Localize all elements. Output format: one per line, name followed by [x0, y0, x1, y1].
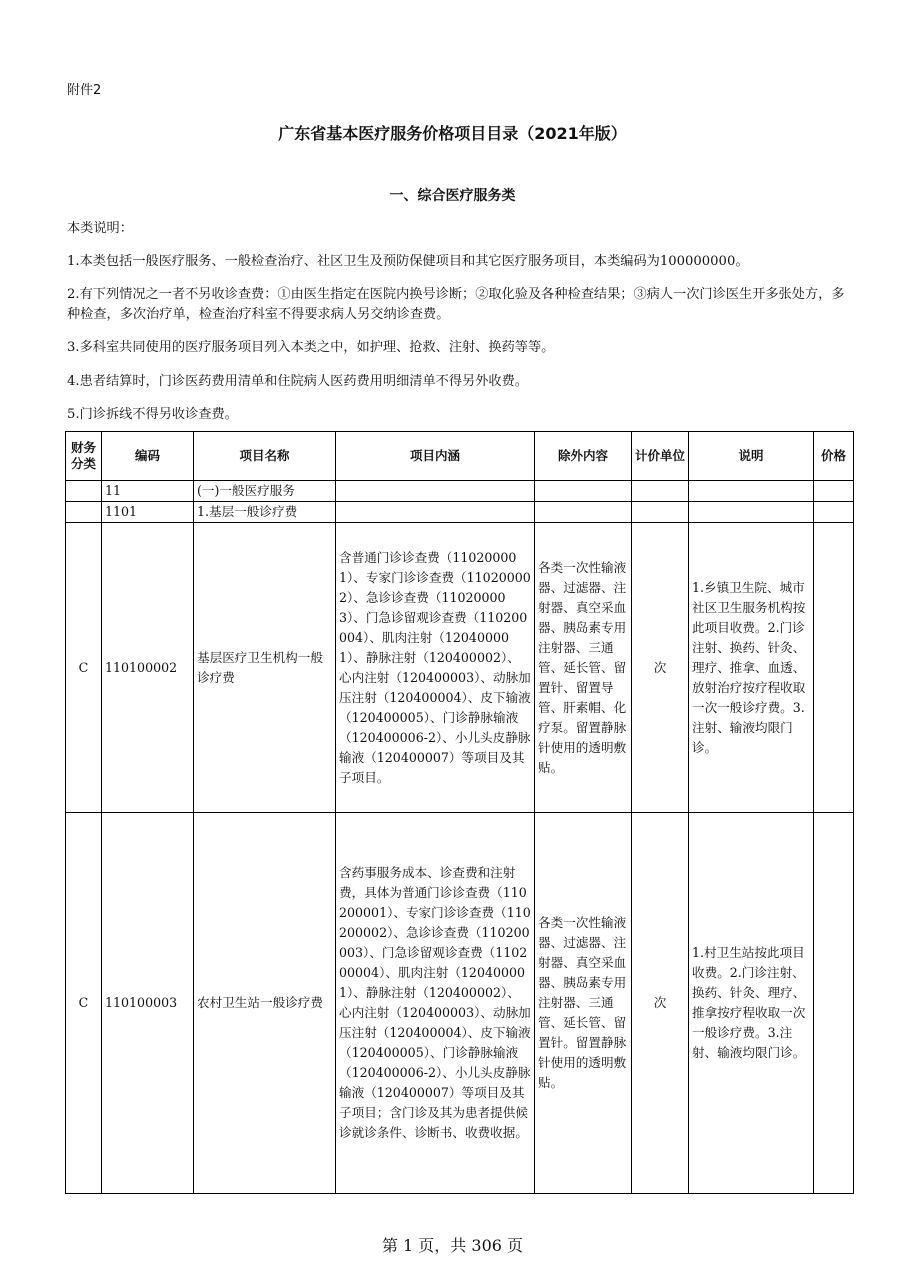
cell-contents: 含药事服务成本、诊查费和注射费，具体为普通门诊诊查费（110200001）、专家门诊诊查费（110200002）、急诊诊查费（110200003）、门急诊留观诊查费（110200004）、肌肉注射（120400001）、静脉注射（120400002）、心内注射（120400003）、动脉加压注射（120400004）、皮下输液（120400005）、门诊静脉输液（120400006-2）、小儿头皮静脉输液（120400007）等项目及其子项目；含门诊及其为患者提供候诊就诊条件、诊断书、收费收据。	[336, 813, 535, 1194]
cell-category: C	[66, 813, 102, 1194]
document-title: 广东省基本医疗服务价格项目目录（2021年版）	[278, 124, 627, 143]
price-catalog-table	[65, 431, 854, 1194]
header-exclusions: 除外内容	[535, 432, 632, 481]
attachment-label: 附件2	[67, 83, 102, 98]
cell-unit: 次	[632, 523, 689, 813]
cell-unit	[632, 502, 689, 523]
category-note-1: 1.本类包括一般医疗服务、一般检查治疗、社区卫生及预防保健项目和其它医疗服务项目，本类编码为100000000。	[67, 254, 749, 269]
page-footer: 第 1 页，共 306 页	[381, 1236, 524, 1255]
header-category: 财务分类	[66, 432, 102, 481]
header-unit: 计价单位	[632, 432, 689, 481]
cell-name: 基层医疗卫生机构一般诊疗费	[194, 523, 336, 813]
cell-price	[814, 481, 854, 502]
table-row	[66, 502, 854, 523]
category-notes-heading: 本类说明：	[67, 221, 133, 236]
header-contents: 项目内涵	[336, 432, 535, 481]
category-note-4: 4.患者结算时，门诊医药费用清单和住院病人医药费用明细清单不得另外收费。	[67, 374, 528, 389]
cell-exclusions	[535, 481, 632, 502]
table-header-row	[66, 432, 854, 481]
cell-code: 110100003	[102, 813, 194, 1194]
cell-name: (一)一般医疗服务	[194, 481, 336, 502]
category-note-5: 5.门诊拆线不得另收诊查费。	[67, 407, 238, 422]
cell-category: C	[66, 523, 102, 813]
section-heading: 一、综合医疗服务类	[389, 188, 516, 204]
cell-price	[814, 502, 854, 523]
cell-code: 1101	[102, 502, 194, 523]
header-price: 价格	[814, 432, 854, 481]
table-row	[66, 523, 854, 813]
cell-code: 110100002	[102, 523, 194, 813]
cell-notes	[689, 481, 814, 502]
cell-contents: 含普通门诊诊查费（110200001）、专家门诊诊查费（110200002）、急诊诊查费（110200003）、门急诊留观诊查费（110200004）、肌肉注射（120400001）、静脉注射（120400002）、心内注射（120400003）、动脉加压注射（120400004）、皮下输液（120400005）、门诊静脉输液（120400006-2）、小儿头皮静脉输液（120400007）等项目及其子项目。	[336, 523, 535, 813]
cell-code: 11	[102, 481, 194, 502]
cell-price	[814, 813, 854, 1194]
cell-unit: 次	[632, 813, 689, 1194]
cell-contents	[336, 481, 535, 502]
cell-exclusions	[535, 502, 632, 523]
header-notes: 说明	[689, 432, 814, 481]
cell-exclusions: 各类一次性输液器、过滤器、注射器、真空采血器、胰岛素专用注射器、三通管、延长管、留置针、留置导管、肝素帽、化疗泵。留置静脉针使用的透明敷贴。	[535, 523, 632, 813]
header-code: 编码	[102, 432, 194, 481]
category-note-3: 3.多科室共同使用的医疗服务项目列入本类之中，如护理、抢救、注射、换药等等。	[67, 340, 555, 355]
cell-name: 农村卫生站一般诊疗费	[194, 813, 336, 1194]
cell-notes: 1.村卫生站按此项目收费。2.门诊注射、换药、针灸、理疗、推拿按疗程收取一次一般诊疗费。3.注射、输液均限门诊。	[689, 813, 814, 1194]
cell-category	[66, 502, 102, 523]
cell-notes: 1.乡镇卫生院、城市社区卫生服务机构按此项目收费。2.门诊注射、换药、针灸、理疗、推拿、血透、放射治疗按疗程收取一次一般诊疗费。3.注射、输液均限门诊。	[689, 523, 814, 813]
category-note-2: 2.有下列情况之一者不另收诊查费：①由医生指定在医院内换号诊断；②取化验及各种检查结果；③病人一次门诊医生开多张处方，多种检查，多次治疗单，检查治疗科室不得要求病人另交纳诊查费。	[67, 287, 845, 322]
cell-notes	[689, 502, 814, 523]
cell-exclusions: 各类一次性输液器、过滤器、注射器、真空采血器、胰岛素专用注射器、三通管、延长管、留置针。留置静脉针使用的透明敷贴。	[535, 813, 632, 1194]
table-row	[66, 481, 854, 502]
cell-unit	[632, 481, 689, 502]
table-row	[66, 813, 854, 1194]
header-name: 项目名称	[194, 432, 336, 481]
cell-price	[814, 523, 854, 813]
cell-contents	[336, 502, 535, 523]
cell-category	[66, 481, 102, 502]
cell-name: 1.基层一般诊疗费	[194, 502, 336, 523]
